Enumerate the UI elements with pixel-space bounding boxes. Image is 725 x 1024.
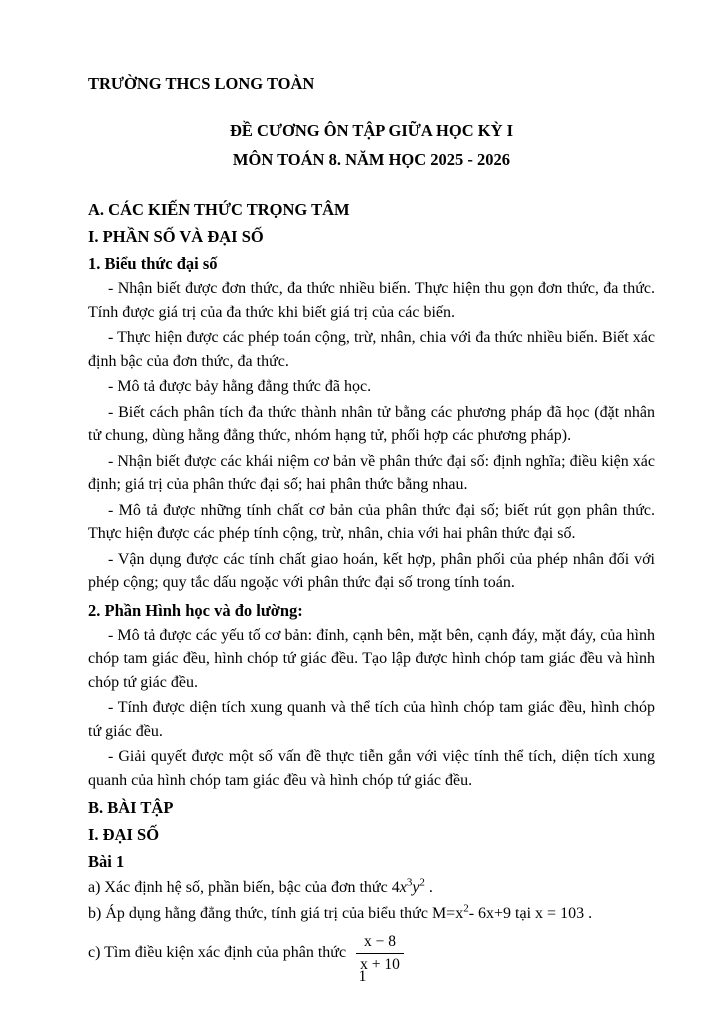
variable-value: x = 103 (535, 905, 585, 922)
item-a-period: . (428, 879, 433, 896)
knowledge-point: - Thực hiện được các phép toán cộng, trừ, nhân, chia với đa thức nhiều biến. Biết xác định bậc của đơn thức, đa thức. (88, 329, 655, 370)
section-b-heading: B. BÀI TẬP (88, 798, 174, 817)
item-b-text: b) Áp dụng hằng đẳng thức, tính giá trị của biểu thức (88, 905, 428, 922)
knowledge-point: - Tính được diện tích xung quanh và thể tích của hình chóp tam giác đều, hình chóp tứ giác đều. (88, 699, 655, 740)
fraction-numerator: x − 8 (356, 932, 404, 953)
school-name: TRƯỜNG THCS LONG TOÀN (88, 74, 315, 93)
item-b-period: . (588, 905, 593, 922)
knowledge-point: - Nhận biết được đơn thức, đa thức nhiều biến. Thực hiện thu gọn đơn thức, đa thức. Tính được giá trị của đa thức khi biết giá trị của các biến. (88, 280, 655, 321)
knowledge-point: - Mô tả được những tính chất cơ bản của phân thức đại số; biết rút gọn phân thức. Thực hiện được các phép tính cộng, trừ, nhân, chia với hai phân thức đại số. (88, 501, 655, 542)
section-a-heading: A. CÁC KIẾN THỨC TRỌNG TÂM (88, 200, 350, 219)
item-a-text: a) Xác định hệ số, phần biến, bậc của đơn thức (88, 879, 388, 896)
knowledge-point: - Giải quyết được một số vấn đề thực tiễn gắn với việc tính thể tích, diện tích xung quanh của hình chóp tam giác đều và hình chóp tứ giác đều. (88, 748, 655, 789)
item-c-text: c) Tìm điều kiện xác định của phân thức (88, 944, 347, 961)
item-b-connector: tại (515, 905, 532, 922)
monomial-formula: $4x^3y^2$ (391, 876, 425, 896)
knowledge-point: - Mô tả được các yếu tố cơ bản: đỉnh, cạnh bên, mặt bên, cạnh đáy, mặt đáy, của hình chóp tam giác đều, hình chóp tứ giác đều. Tạo lập được hình chóp tam giác đều và hình chóp tứ giác đều. (88, 626, 655, 691)
spacer (88, 174, 655, 196)
knowledge-point: - Vận dụng được các tính chất giao hoán, kết hợp, phân phối của phép nhân đối với phép cộng; quy tắc dấu ngoặc với phân thức đại số trong tính toán. (88, 550, 655, 591)
document-title-line1: ĐỀ CƯƠNG ÔN TẬP GIỮA HỌC KỲ I (229, 121, 514, 140)
knowledge-point: - Nhận biết được các khái niệm cơ bản về phân thức đại số: định nghĩa; điều kiện xác định; giá trị của phân thức đại số; hai phân thức bằng nhau. (88, 452, 655, 493)
fraction-denominator: x + 10 (360, 955, 400, 973)
topic-1-heading: 1. Biểu thức đại số (88, 254, 218, 273)
section-a-part1-heading: I. PHẦN SỐ VÀ ĐẠI SỐ (88, 227, 264, 246)
expression-formula: $M=x^2-$ 6x+9 (431, 902, 512, 922)
exercise-1-item-b (88, 901, 655, 927)
exercise-1-title: Bài 1 (88, 852, 125, 871)
knowledge-point: - Mô tả được bảy hằng đẳng thức đã học. (108, 378, 372, 395)
document-title-line2: MÔN TOÁN 8. NĂM HỌC 2025 - 2026 (232, 150, 511, 169)
page-number: 1 (358, 968, 367, 985)
topic-2-heading: 2. Phần Hình học và đo lường: (88, 600, 303, 620)
knowledge-point: - Biết cách phân tích đa thức thành nhân tử bằng các phương pháp đã học (đặt nhân tử chung, dùng hằng đẳng thức, nhóm hạng tử, phối hợp các phương pháp). (88, 403, 655, 444)
section-b-part1-heading: I. ĐẠI SỐ (88, 825, 160, 844)
exercise-1-item-a (88, 875, 655, 901)
